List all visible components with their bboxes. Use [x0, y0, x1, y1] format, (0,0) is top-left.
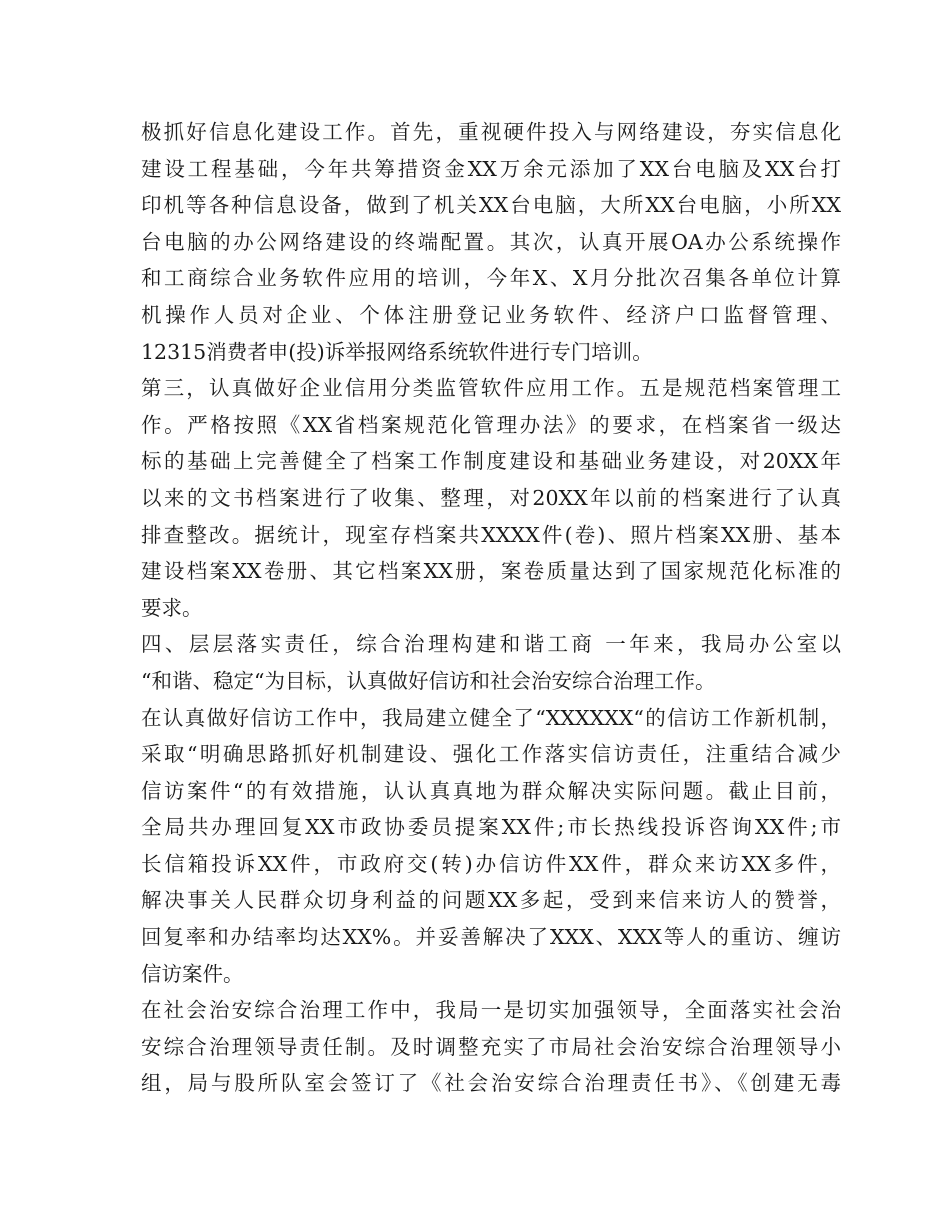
text-line: 四、层层落实责任，综合治理构建和谐工商 一年来，我局办公室以 — [141, 632, 841, 657]
text-line: 以来的文书档案进行了收集、整理，对20XX年以前的档案进行了认真 — [141, 485, 841, 510]
text-line: 长信箱投诉XX件，市政府交(转)办信访件XX件，群众来访XX多件， — [141, 851, 841, 876]
text-line: “和谐、稳定“为目标，认真做好信访和社会治安综合治理工作。 — [141, 668, 716, 693]
text-line: 标的基础上完善健全了档案工作制度建设和基础业务建设，对20XX年 — [141, 449, 841, 474]
text-line: 在认真做好信访工作中，我局建立健全了“XXXXXX“的信访工作新机制， — [141, 705, 841, 730]
text-line: 第三，认真做好企业信用分类监管软件应用工作。五是规范档案管理工 — [141, 376, 841, 401]
text-line: 台电脑的办公网络建设的终端配置。其次，认真开展OA办公系统操作 — [141, 229, 841, 254]
text-line: 12315消费者申(投)诉举报网络系统软件进行专门培训。 — [141, 339, 653, 364]
text-line: 采取“明确思路抓好机制建设、强化工作落实信访责任，注重结合减少 — [141, 742, 841, 767]
text-line: 建设工程基础，今年共筹措资金XX万余元添加了XX台电脑及XX台打 — [141, 156, 841, 181]
text-line: 全局共办理回复XX市政协委员提案XX件;市长热线投诉咨询XX件;市 — [141, 815, 841, 840]
text-line: 在社会治安综合治理工作中，我局一是切实加强领导，全面落实社会治 — [141, 998, 841, 1023]
text-line: 建设档案XX卷册、其它档案XX册，案卷质量达到了国家规范化标准的 — [141, 559, 841, 584]
text-line: 回复率和办结率均达XX%。并妥善解决了XXX、XXX等人的重访、缠访 — [141, 925, 841, 950]
text-line: 排查整改。据统计，现室存档案共XXXX件(卷)、照片档案XX册、基本 — [141, 522, 841, 547]
text-line: 信访案件“的有效措施，认认真真地为群众解决实际问题。截止目前， — [141, 778, 841, 803]
text-line: 印机等各种信息设备，做到了机关XX台电脑，大所XX台电脑，小所XX — [141, 193, 841, 218]
text-line: 安综合治理领导责任制。及时调整充实了市局社会治安综合治理领导小 — [141, 1034, 841, 1059]
text-line: 解决事关人民群众切身利益的问题XX多起，受到来信来访人的赞誉， — [141, 888, 841, 913]
text-line: 组，局与股所队室会签订了《社会治安综合治理责任书》、《创建无毒 — [141, 1071, 841, 1096]
text-line: 和工商综合业务软件应用的培训，今年X、X月分批次召集各单位计算 — [141, 266, 841, 291]
text-line: 信访案件。 — [141, 961, 244, 986]
body-text — [141, 114, 841, 1102]
text-line: 作。严格按照《XX省档案规范化管理办法》的要求，在档案省一级达 — [141, 412, 841, 437]
text-line: 极抓好信息化建设工作。首先，重视硬件投入与网络建设，夯实信息化 — [141, 120, 841, 144]
text-line: 要求。 — [141, 595, 203, 620]
text-line: 机操作人员对企业、个体注册登记业务软件、经济户口监督管理、 — [141, 302, 841, 327]
